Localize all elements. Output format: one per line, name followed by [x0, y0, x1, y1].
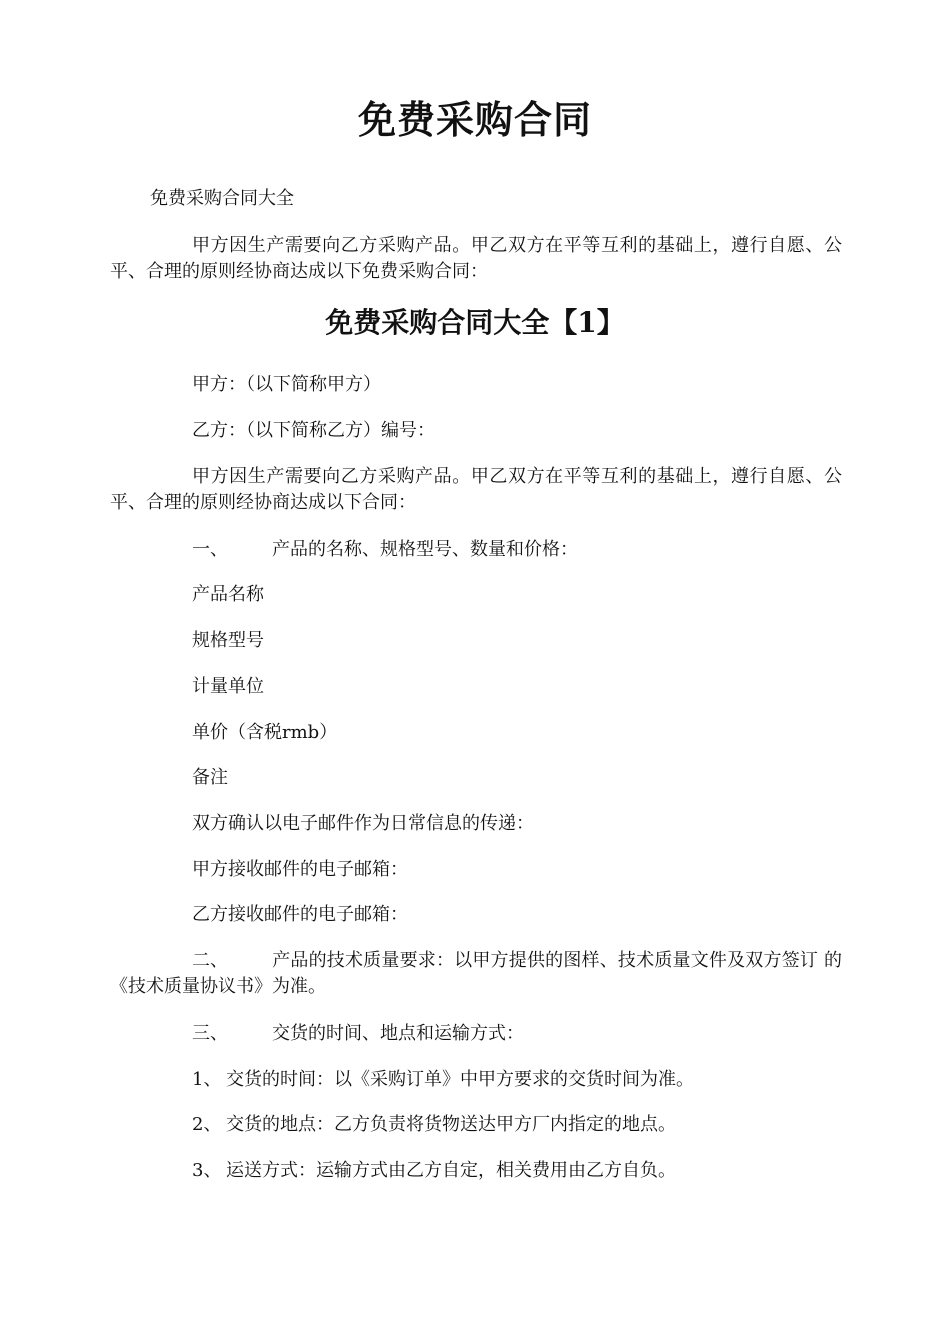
sub-item-3-text: 运送方式：运输方式由乙方自定，相关费用由乙方自负。 — [226, 1160, 676, 1181]
intro-paragraph: 甲方因生产需要向乙方采购产品。甲乙双方在平等互利的基础上，遵行自愿、公平、合理的原则经协商达成以下免费采购合同： — [110, 235, 842, 282]
clause-1-text: 产品的名称、规格型号、数量和价格： — [272, 539, 578, 560]
clause-3-number: 三、 — [192, 1023, 228, 1044]
sub-item-2-text: 交货的地点：乙方负责将货物送达甲方厂内指定的地点。 — [226, 1114, 676, 1135]
party-a-line: 甲方：（以下简称甲方） — [192, 374, 381, 395]
sub-item-2 — [192, 1112, 922, 1138]
sub-item-1-number: 1、 — [192, 1069, 222, 1090]
clause-1-number: 一、 — [192, 539, 228, 560]
sub-item-3-number: 3、 — [192, 1160, 222, 1181]
intro-heading: 免费采购合同大全 — [150, 188, 294, 209]
clause-2-text: 产品的技术质量要求：以甲方提供的图样、技术质量文件及双方签订 的《技术质量协议书》为准。 — [110, 950, 842, 997]
email-b-line: 乙方接收邮件的电子邮箱： — [192, 904, 408, 925]
document-title: 免费采购合同 — [357, 97, 592, 142]
party-b-line: 乙方：（以下简称乙方）编号： — [192, 420, 435, 441]
clause-2 — [110, 948, 842, 1000]
sub-item-2-number: 2、 — [192, 1114, 222, 1135]
field-unit-price: 单价（含税rmb） — [192, 722, 338, 743]
contract-paragraph: 甲方因生产需要向乙方采购产品。甲乙双方在平等互利的基础上，遵行自愿、公平、合理的原则经协商达成以下合同： — [110, 466, 842, 513]
field-product-name: 产品名称 — [192, 584, 264, 605]
field-unit: 计量单位 — [192, 676, 264, 697]
email-confirm-line: 双方确认以电子邮件作为日常信息的传递： — [192, 813, 534, 834]
sub-item-3 — [192, 1158, 922, 1184]
clause-3 — [192, 1021, 922, 1047]
sub-item-1-text: 交货的时间：以《采购订单》中甲方要求的交货时间为准。 — [226, 1069, 694, 1090]
field-spec-model: 规格型号 — [192, 630, 264, 651]
clause-3-text: 交货的时间、地点和运输方式： — [272, 1023, 524, 1044]
clause-1 — [192, 537, 922, 563]
clause-2-number: 二、 — [192, 950, 228, 971]
field-remarks: 备注 — [192, 767, 228, 788]
section-title: 免费采购合同大全【1】 — [325, 306, 625, 339]
email-a-line: 甲方接收邮件的电子邮箱： — [192, 859, 408, 880]
sub-item-1 — [192, 1067, 922, 1093]
